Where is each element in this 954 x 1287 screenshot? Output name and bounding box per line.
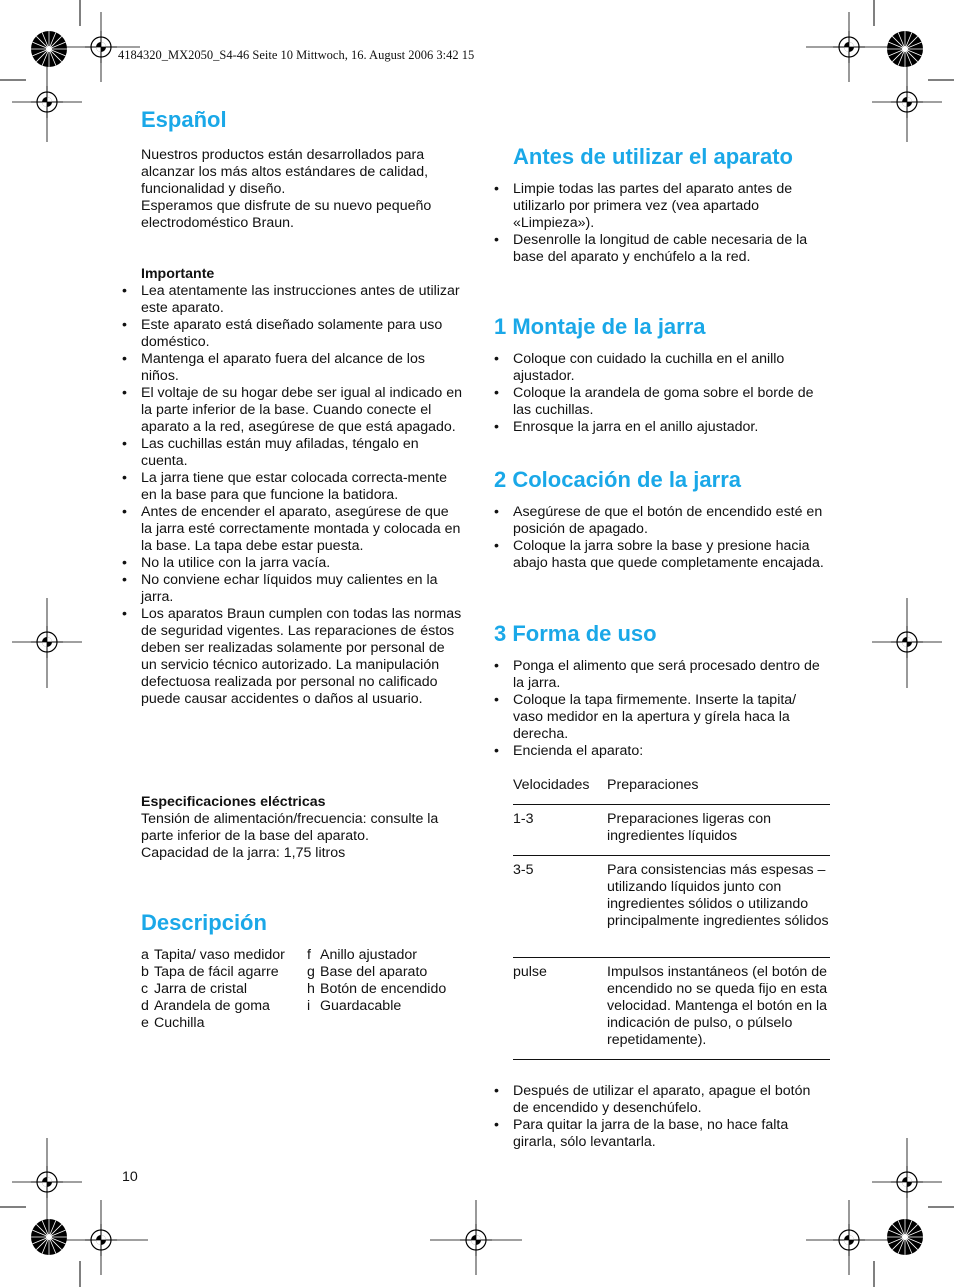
- list-item: • Este aparato está diseñado solamente para uso doméstico.: [122, 317, 462, 351]
- intro-line: Nuestros productos están desarrollados para: [141, 147, 425, 163]
- after-use-section: [494, 1083, 830, 1151]
- assembly-title: 1 Montaje de la jarra: [494, 314, 706, 339]
- specs-heading: Especificaciones eléctricas: [141, 794, 326, 810]
- parts-list-left: [141, 947, 285, 1032]
- specs-section: [141, 794, 466, 862]
- part-item: e Cuchilla: [141, 1015, 205, 1031]
- intro-line: Esperamos que disfrute de su nuevo pequeño: [141, 198, 432, 214]
- list-item: • La jarra tiene que estar colocada correcta-mente en la base para que funcione la batidora.: [122, 470, 462, 504]
- list-item: • Ponga el alimento que será procesado dentro de la jarra.: [494, 658, 830, 692]
- important-section: [122, 266, 462, 708]
- language-title: Español: [141, 107, 227, 132]
- list-item: • No la utilice con la jarra vacía.: [122, 555, 462, 572]
- table-cell: 3-5: [513, 862, 534, 878]
- list-item: • Mantenga el aparato fuera del alcance de los niños.: [122, 351, 462, 385]
- part-item: h Botón de encendido: [307, 981, 447, 997]
- part-item: d Arandela de goma: [141, 998, 270, 1014]
- table-header-cell: Velocidades: [513, 777, 590, 793]
- list-item: • Asegúrese de que el botón de encendido esté en posición de apagado.: [494, 504, 830, 538]
- list-item: • Encienda el aparato:: [494, 743, 830, 760]
- specs-line: parte inferior de la base del aparato.: [141, 828, 369, 844]
- description-title: Descripción: [141, 910, 267, 935]
- list-item: • Los aparatos Braun cumplen con todas las normas de seguridad vigentes. Las reparaciones de éstos deben ser realizadas solamente por personal de un servicio técnico autorizado. La manipulación defectuosa realizada por personal no calificado puede causar accidentes o daños al usuario.: [122, 606, 462, 708]
- important-list: [122, 283, 462, 708]
- part-item: b Tapa de fácil agarre: [141, 964, 279, 980]
- part-item: i Guardacable: [307, 998, 402, 1014]
- intro-line: funcionalidad y diseño.: [141, 181, 286, 197]
- before-use-title: Antes de utilizar el aparato: [513, 144, 793, 169]
- table-cell: pulse: [513, 964, 547, 980]
- table-header-cell: Preparaciones: [607, 777, 699, 793]
- list-item: • Coloque la jarra sobre la base y presione hacia abajo hasta que quede completamente encajada.: [494, 538, 830, 572]
- intro-line: alcanzar los más altos estándares de calidad,: [141, 164, 429, 180]
- placement-list: [494, 504, 830, 572]
- list-item: • Después de utilizar el aparato, apague el botón de encendido y desenchúfelo.: [494, 1083, 830, 1117]
- before-use-section: [494, 181, 830, 266]
- intro-text: [141, 147, 461, 232]
- list-item: • Las cuchillas están muy afiladas, téngalo en cuenta.: [122, 436, 462, 470]
- specs-line: Capacidad de la jarra: 1,75 litros: [141, 845, 346, 861]
- page-number: 10: [122, 1169, 138, 1185]
- list-item: • Coloque la arandela de goma sobre el borde de las cuchillas.: [494, 385, 830, 419]
- list-item: • Antes de encender el aparato, asegúrese de que la jarra esté correctamente montada y colocada en la base. La tapa debe estar puesta.: [122, 504, 462, 555]
- table-cell: 1-3: [513, 811, 534, 827]
- placement-section: [494, 504, 830, 572]
- assembly-section: [494, 351, 830, 436]
- list-item: • Desenrolle la longitud de cable necesaria de la base del aparato y enchúfelo a la red.: [494, 232, 830, 266]
- assembly-list: [494, 351, 830, 436]
- table-divider: [513, 804, 830, 805]
- table-divider: [513, 855, 830, 856]
- list-item: • Coloque con cuidado la cuchilla en el anillo ajustador.: [494, 351, 830, 385]
- before-use-list: [494, 181, 830, 266]
- list-item: • Para quitar la jarra de la base, no hace falta girarla, sólo levantarla.: [494, 1117, 830, 1151]
- list-item: • No conviene echar líquidos muy calientes en la jarra.: [122, 572, 462, 606]
- placement-title: 2 Colocación de la jarra: [494, 467, 741, 492]
- usage-title: 3 Forma de uso: [494, 621, 657, 646]
- list-item: • Enrosque la jarra en el anillo ajustador.: [494, 419, 830, 436]
- table-cell: Preparaciones ligeras con ingredientes líquidos: [607, 811, 772, 844]
- intro-line: electrodoméstico Braun.: [141, 215, 294, 231]
- parts-list-right: [307, 947, 446, 1015]
- part-item: c Jarra de cristal: [141, 981, 248, 997]
- list-item: • Lea atentamente las instrucciones antes de utilizar este aparato.: [122, 283, 462, 317]
- list-item: • Coloque la tapa firmemente. Inserte la tapita/ vaso medidor en la apertura y gírela haca la derecha.: [494, 692, 830, 743]
- table-divider: [513, 957, 830, 958]
- list-item: • Limpie todas las partes del aparato antes de utilizarlo por primera vez (vea apartado «Limpieza»).: [494, 181, 830, 232]
- part-item: a Tapita/ vaso medidor: [141, 947, 285, 963]
- list-item: • El voltaje de su hogar debe ser igual al indicado en la parte inferior de la base. Cuando conecte el aparato a la red, asegúrese de que está apagado.: [122, 385, 462, 436]
- print-header: 4184320_MX2050_S4-46 Seite 10 Mittwoch, 16. August 2006 3:42 15: [118, 48, 475, 62]
- specs-line: Tensión de alimentación/frecuencia: consulte la: [141, 811, 439, 827]
- table-cell: Para consistencias más espesas – utilizando líquidos junto con ingredientes sólidos o utilizando principalmente ingredientes sólidos: [607, 862, 829, 929]
- part-item: f Anillo ajustador: [307, 947, 418, 963]
- table-divider: [513, 1059, 830, 1060]
- table-cell: Impulsos instantáneos (el botón de encendido no se queda fijo en esta velocidad. Mantenga el botón en la indicación de pulso, o púlselo repetidamente).: [607, 964, 828, 1048]
- after-use-list: [494, 1083, 830, 1151]
- part-item: g Base del aparato: [307, 964, 428, 980]
- important-heading: Importante: [141, 266, 215, 282]
- usage-list: [494, 658, 830, 760]
- usage-section: [494, 658, 830, 760]
